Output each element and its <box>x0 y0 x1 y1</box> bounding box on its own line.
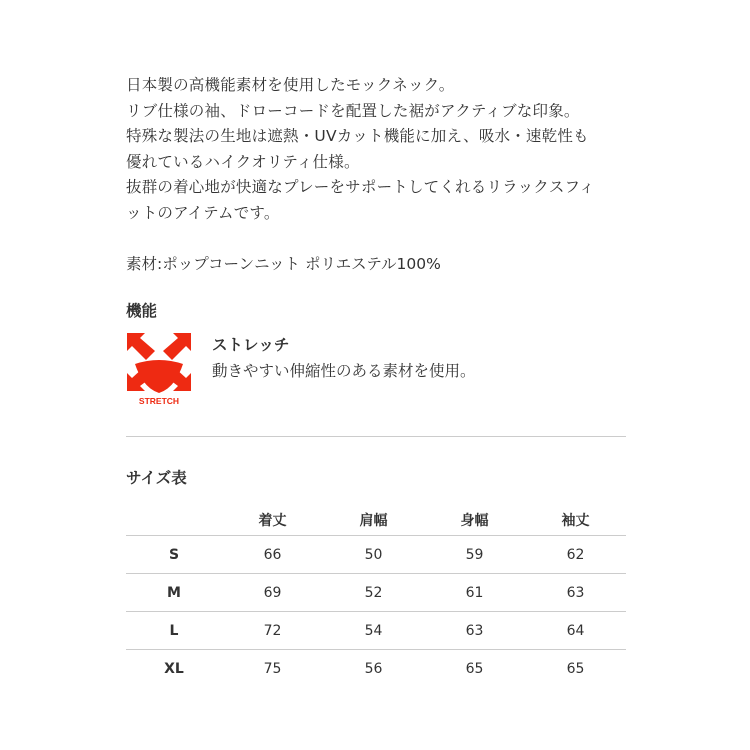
table-header-row <box>126 504 626 536</box>
description-line: 抜群の着心地が快適なプレーをサポートしてくれるリラックスフィ <box>126 178 595 196</box>
table-row <box>126 574 626 612</box>
feature-item <box>126 333 626 407</box>
table-header-cell: 着丈 <box>222 504 323 536</box>
table-cell: 66 <box>222 536 323 574</box>
size-table <box>126 504 626 687</box>
table-cell: 69 <box>222 574 323 612</box>
table-header-cell: 袖丈 <box>525 504 626 536</box>
table-cell: 50 <box>323 536 424 574</box>
table-cell: 52 <box>323 574 424 612</box>
table-header-cell: 肩幅 <box>323 504 424 536</box>
table-cell: 59 <box>424 536 525 574</box>
stretch-icon-label: STRETCH <box>138 396 180 406</box>
size-label: L <box>126 612 222 650</box>
description-line: リブ仕様の袖、ドローコードを配置した裾がアクティブな印象。 <box>126 101 580 120</box>
table-cell: 54 <box>323 612 424 650</box>
table-row <box>126 650 626 688</box>
table-cell: 56 <box>364 660 383 677</box>
material-text: 素材:ポップコーンニット ポリエステル100% <box>126 255 441 273</box>
table-cell: 63 <box>525 574 626 612</box>
description-line: 日本製の高機能素材を使用したモックネック。 <box>126 76 455 94</box>
description-line: 特殊な製法の生地は遮熱・UVカット機能に加え、吸水・速乾性も <box>126 127 589 145</box>
features-title: 機能 <box>126 302 158 320</box>
table-cell: 65 <box>566 660 585 677</box>
section-divider <box>126 436 626 437</box>
size-label: S <box>126 536 222 574</box>
description-line: 優れているハイクオリティ仕様。 <box>126 152 360 171</box>
table-row <box>126 536 626 574</box>
size-table-title: サイズ表 <box>126 469 187 487</box>
table-header-cell: 身幅 <box>424 504 525 536</box>
feature-description: 動きやすい伸縮性のある素材を使用。 <box>212 362 476 380</box>
table-cell: 64 <box>525 612 626 650</box>
table-row <box>126 612 626 650</box>
table-cell: 75 <box>263 660 282 677</box>
stretch-arrows-icon <box>127 333 195 407</box>
size-label: XL <box>164 660 184 677</box>
description-line: ットのアイテムです。 <box>126 203 280 222</box>
product-description <box>126 73 626 226</box>
table-header-cell <box>126 504 222 536</box>
feature-text <box>212 335 476 381</box>
size-label: M <box>126 574 222 612</box>
table-cell: 63 <box>424 612 525 650</box>
table-cell: 72 <box>222 612 323 650</box>
product-detail <box>126 73 626 687</box>
feature-name: ストレッチ <box>212 336 290 354</box>
table-cell: 65 <box>465 660 484 677</box>
table-cell: 61 <box>424 574 525 612</box>
table-cell: 62 <box>525 536 626 574</box>
